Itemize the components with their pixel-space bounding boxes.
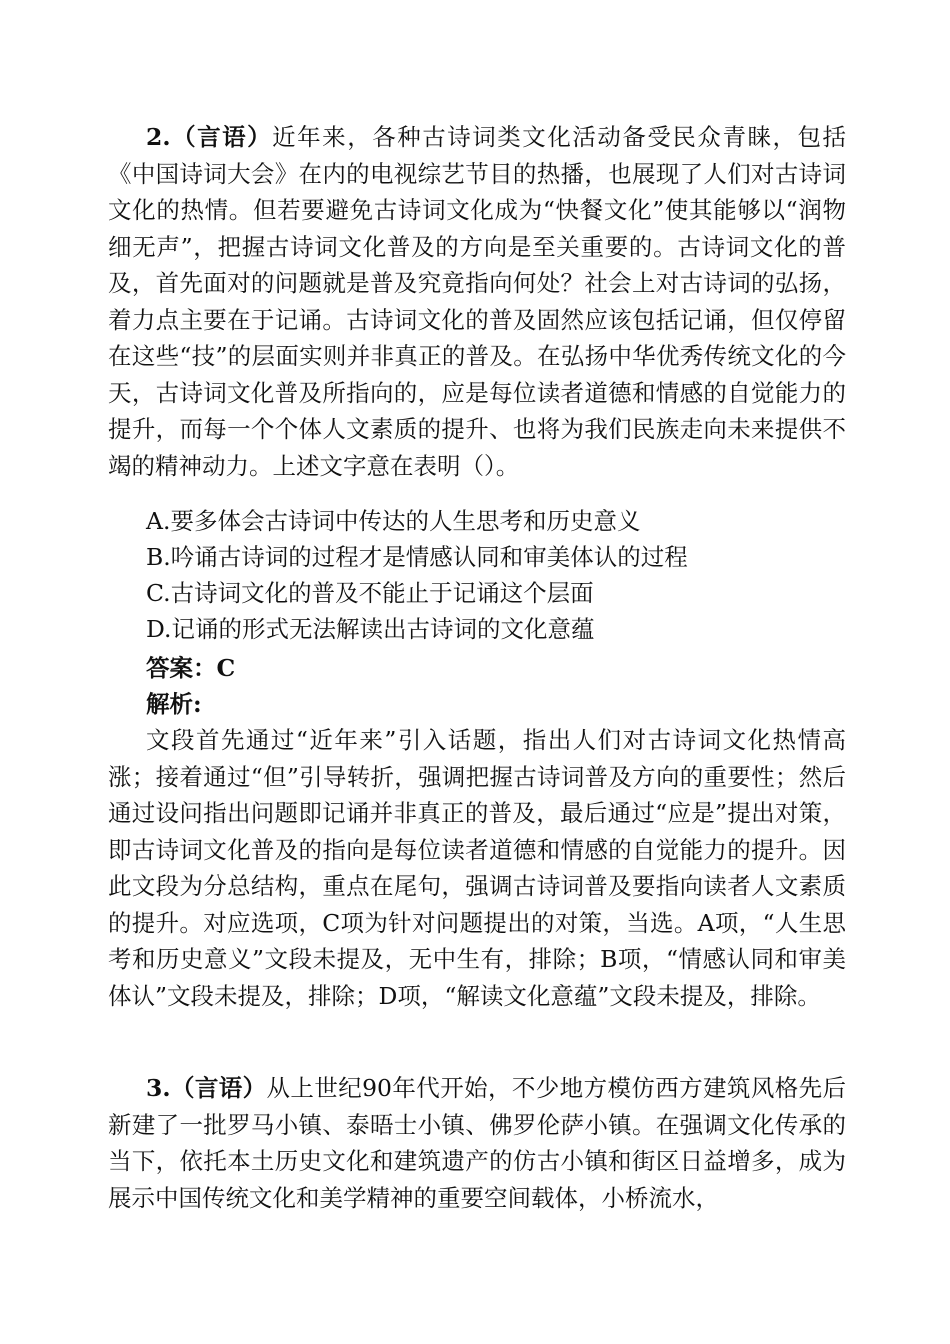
question-2-number: 2. — [146, 123, 171, 151]
question-2-stem — [108, 119, 846, 484]
question-2-option-c: C.古诗词文化的普及不能止于记诵这个层面 — [146, 579, 594, 607]
question-2-tag: （言语） — [170, 123, 273, 151]
question-3-stem — [108, 1070, 846, 1216]
question-2-analysis-label: 解析: — [146, 690, 202, 718]
question-2-analysis: 文段首先通过“近年来”引入话题，指出人们对古诗词文化热情高涨；接着通过“但”引导转折，强调把握古诗词普及方向的重要性；然后通过设问指出问题即记诵并非真正的普及，最后通过“应是”提出对策，即古诗词文化普及的指向是每位读者道德和情感的自觉能力的提升。因此文段为分总结构，重点在尾句，强调古诗词普及要指向读者人文素质的提升。对应选项，C项为针对问题提出的对策，当选。A项，“人生思考和历史意义”文段未提及，无中生有，排除；B项，“情感认同和审美体认”文段未提及，排除；D项，“解读文化意蕴”文段未提及，排除。 — [108, 726, 846, 1010]
question-2-option-b: B.吟诵古诗词的过程才是情感认同和审美体认的过程 — [146, 543, 688, 571]
question-3-number: 3. — [146, 1074, 171, 1102]
question-2-option-d: D.记诵的形式无法解读出古诗词的文化意蕴 — [146, 615, 595, 643]
question-3-text: 从上世纪90年代开始，不少地方模仿西方建筑风格先后新建了一批罗马小镇、泰晤士小镇、佛罗伦萨小镇。在强调文化传承的当下，依托本土历史文化和建筑遗产的仿古小镇和街区日益增多，成为展示中国传统文化和美学精神的重要空间载体，小桥流水， — [108, 1074, 847, 1212]
question-2-answer: 答案：C — [146, 654, 236, 682]
question-2-text: 近年来，各种古诗词类文化活动备受民众青睐，包括《中国诗词大会》在内的电视综艺节目的热播，也展现了人们对古诗词文化的热情。但若要避免古诗词文化成为“快餐文化”使其能够以“润物细无声”，把握古诗词文化普及的方向是至关重要的。古诗词文化的普及，首先面对的问题就是普及究竟指向何处？社会上对古诗词的弘扬，着力点主要在于记诵。古诗词文化的普及固然应该包括记诵，但仅停留在这些“技”的层面实则并非真正的普及。在弘扬中华优秀传统文化的今天，古诗词文化普及所指向的，应是每位读者道德和情感的自觉能力的提升，而每一个个体人文素质的提升、也将为我们民族走向未来提供不竭的精神动力。上述文字意在表明（）。 — [108, 123, 847, 480]
question-2-option-a: A.要多体会古诗词中传达的人生思考和历史意义 — [146, 507, 641, 535]
question-3-tag: （言语） — [170, 1074, 267, 1102]
